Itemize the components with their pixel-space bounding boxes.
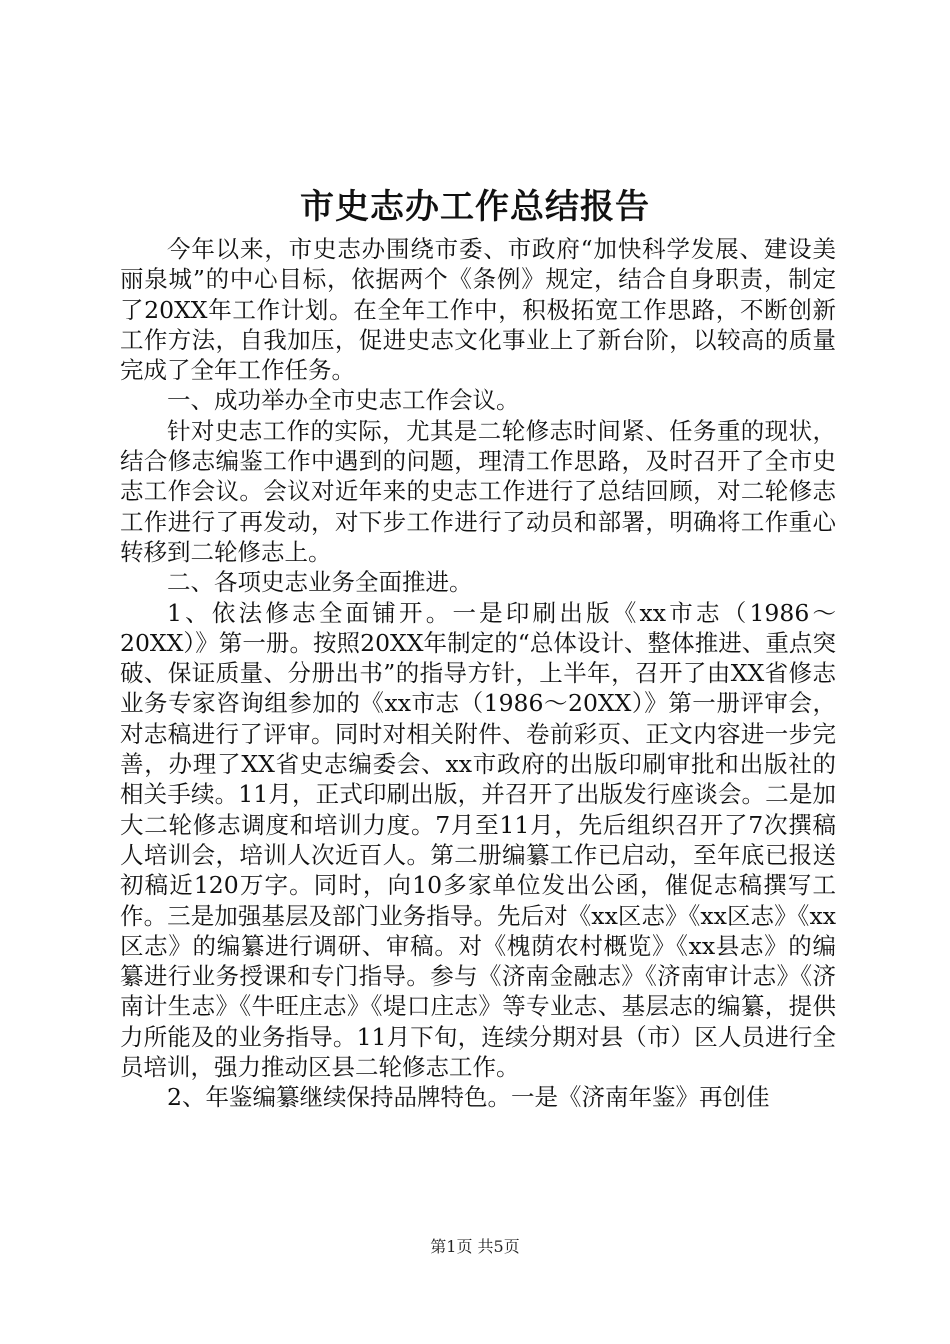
- paragraph-meeting: 针对史志工作的实际，尤其是二轮修志时间紧、任务重的现状，结合修志编鉴工作中遇到的问题，理清工作思路，及时召开了全市史志工作会议。会议对近年来的史志工作进行了总结回顾，对二轮修志工作进行了再发动，对下步工作进行了动员和部署，明确将工作重心转移到二轮修志上。: [120, 416, 836, 566]
- paragraph-yearbook: 2、年鉴编纂继续保持品牌特色。一是《济南年鉴》再创佳: [167, 1083, 770, 1112]
- page-number-footer: 第1页 共5页: [430, 1237, 520, 1256]
- section-heading-2: 二、各项史志业务全面推进。: [167, 568, 473, 597]
- paragraph-intro: 今年以来，市史志办围绕市委、市政府“加快科学发展、建设美丽泉城”的中心目标，依据两个《条例》规定，结合自身职责，制定了20XX年工作计划。在全年工作中，积极拓宽工作思路，不断创新工作方法，自我加压，促进史志文化事业上了新台阶，以较高的质量完成了全年工作任务。: [120, 235, 836, 385]
- section-heading-1: 一、成功举办全市史志工作会议。: [167, 386, 520, 415]
- paragraph-chronicle: 1、依法修志全面铺开。一是印刷出版《xx市志（1986～20XX）》第一册。按照20XX年制定的“总体设计、整体推进、重点突破、保证质量、分册出书”的指导方针，上半年，召开了由XX省修志业务专家咨询组参加的《xx市志（1986～20XX）》第一册评审会，对志稿进行了评审。同时对相关附件、卷前彩页、正文内容进一步完善，办理了XX省史志编委会、xx市政府的出版印刷审批和出版社的相关手续。11月，正式印刷出版，并召开了出版发行座谈会。二是加大二轮修志调度和培训力度。7月至11月，先后组织召开了7次撰稿人培训会，培训人次近百人。第二册编纂工作已启动，至年底已报送初稿近120万字。同时，向10多家单位发出公函，催促志稿撰写工作。三是加强基层及部门业务指导。先后对《xx区志》《xx区志》《xx区志》的编纂进行调研、审稿。对《槐荫农村概览》《xx县志》的编纂进行业务授课和专门指导。参与《济南金融志》《济南审计志》《济南计生志》《牛旺庄志》《堤口庄志》等专业志、基层志的编纂，提供力所能及的业务指导。11月下旬，连续分期对县（市）区人员进行全员培训，强力推动区县二轮修志工作。: [120, 598, 836, 1082]
- document-title: 市史志办工作总结报告: [300, 187, 650, 227]
- document-body: [120, 234, 836, 1113]
